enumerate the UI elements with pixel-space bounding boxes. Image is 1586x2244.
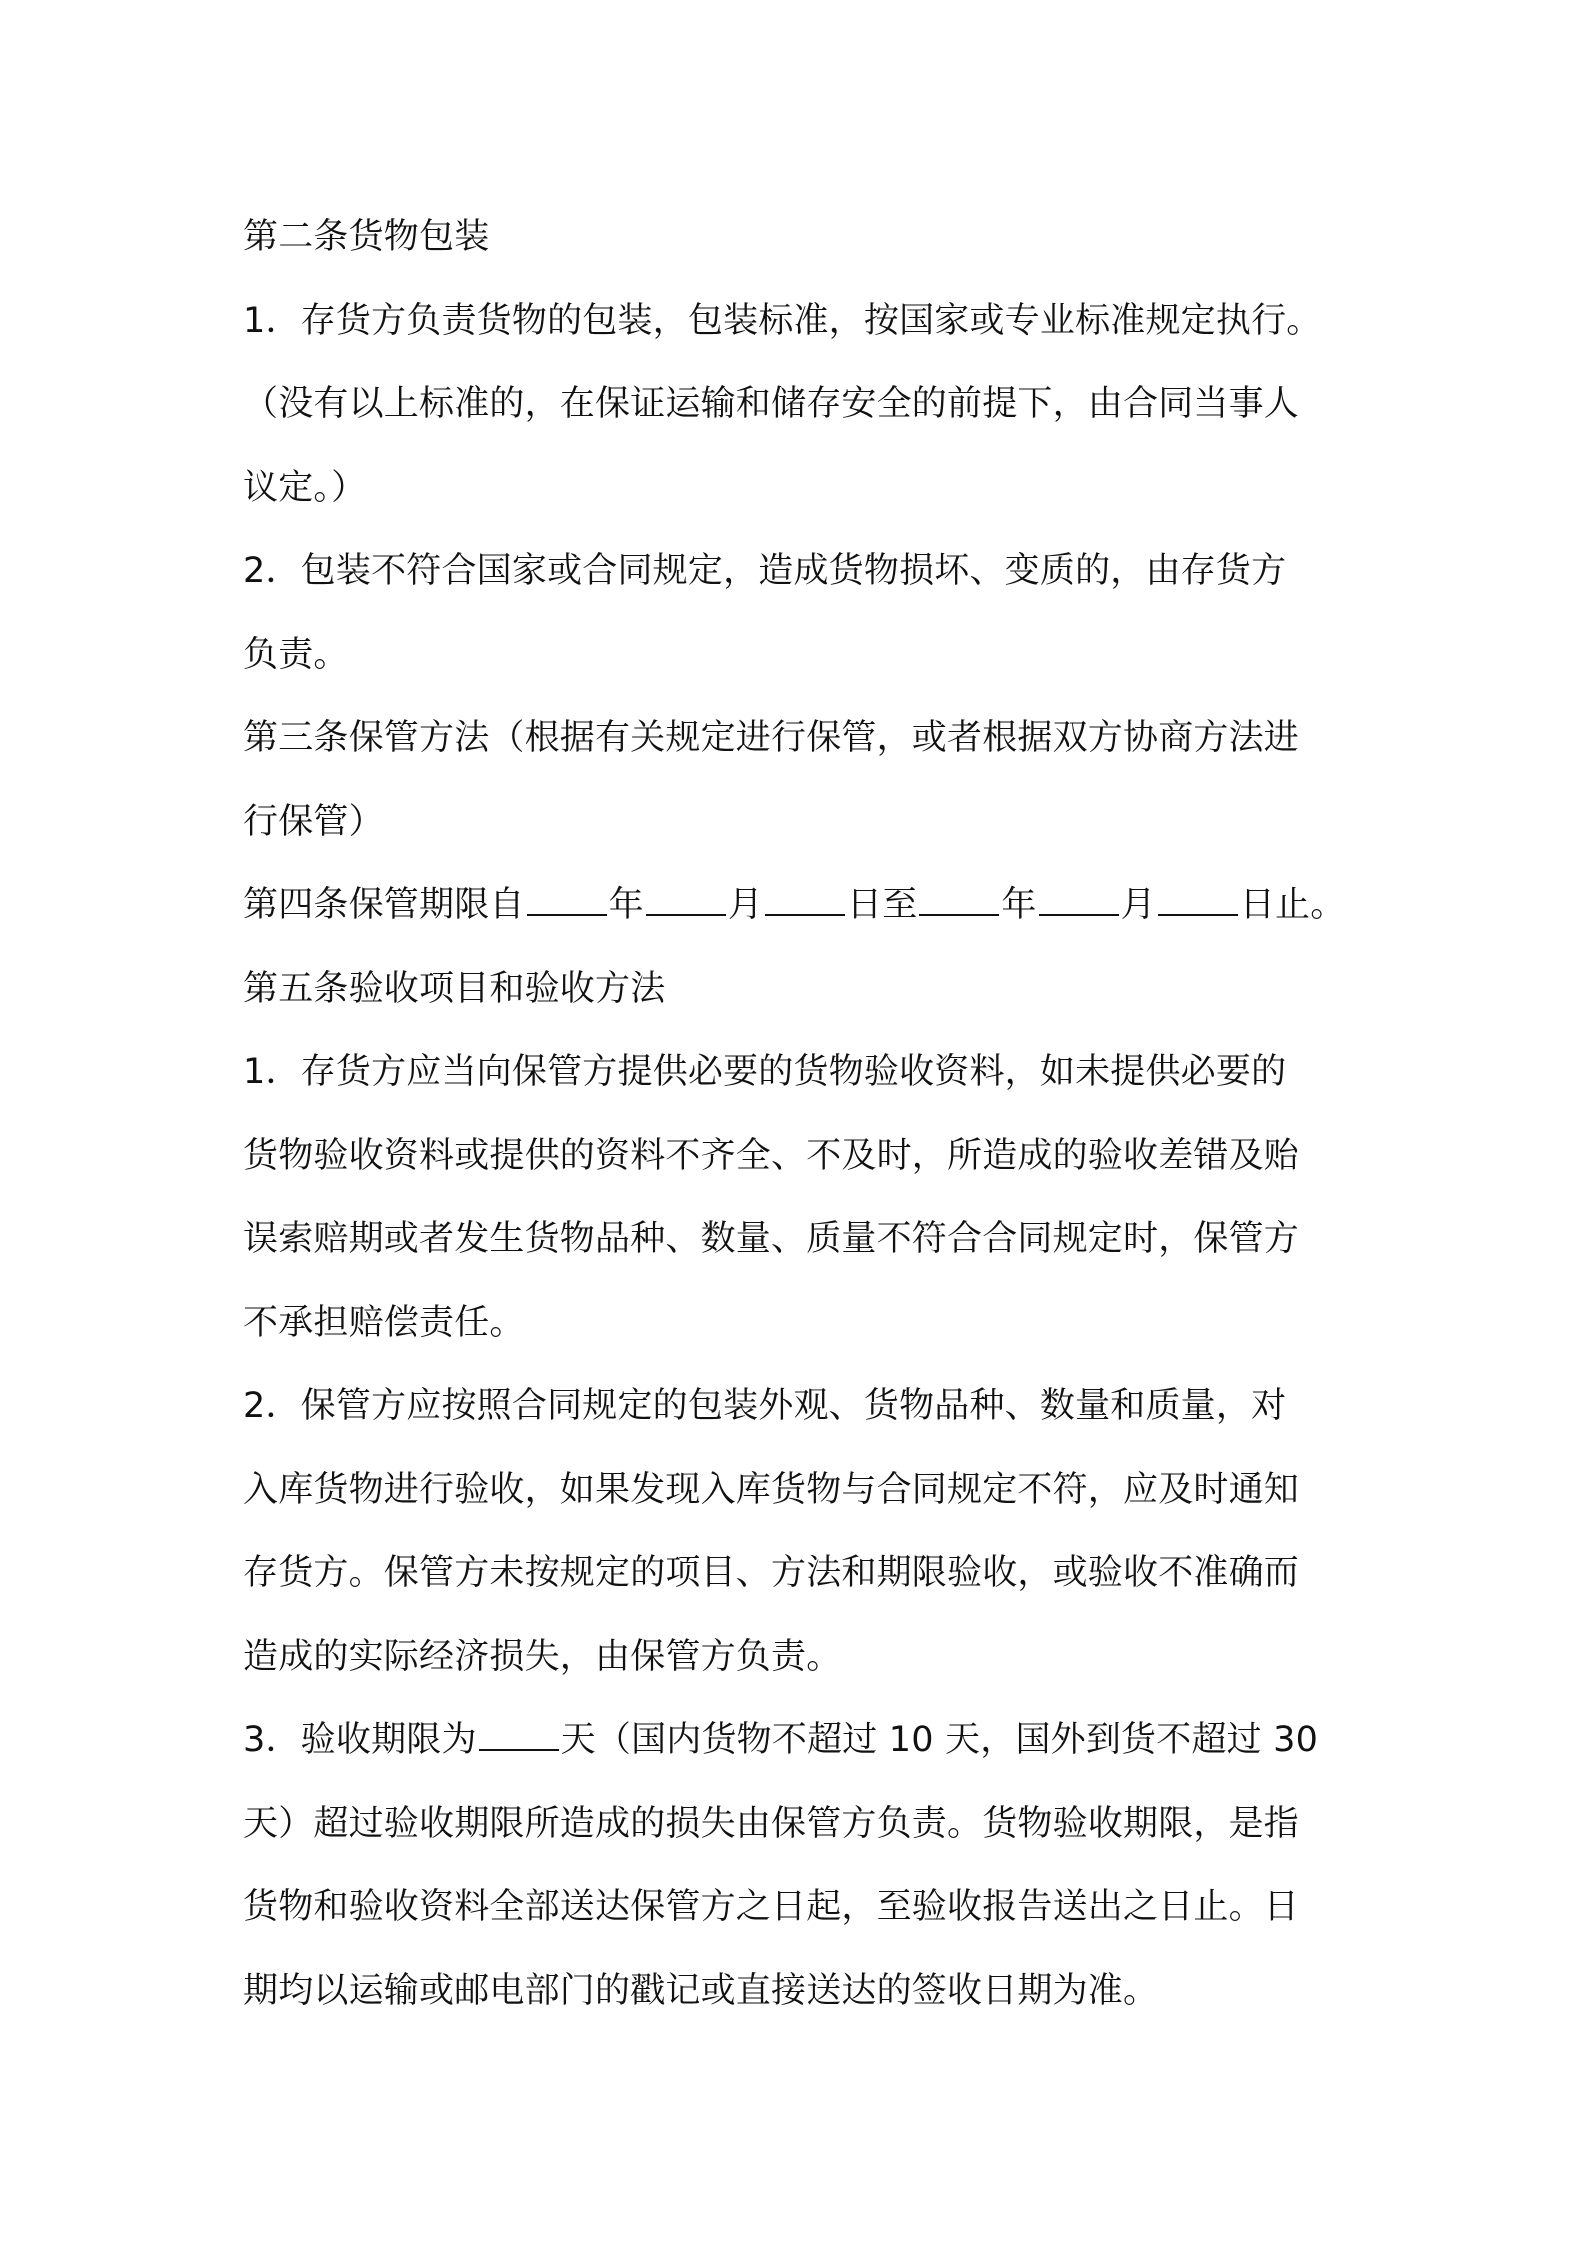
article-2-clause-1-line-1: 1．存货方负责货物的包装，包装标准，按国家或专业标准规定执行。 <box>243 300 1322 341</box>
term-month-1: 月 <box>727 885 764 925</box>
term-year-1: 年 <box>608 885 644 925</box>
article-2-clause-1-line-3: 议定。） <box>243 467 367 508</box>
article-3-line-2: 行保管） <box>243 801 384 842</box>
inspection-prefix: 3．验收期限为 <box>243 1720 477 1760</box>
article-5-clause-3-line-3: 货物和验收资料全部送达保管方之日起，至验收报告送出之日止。日 <box>243 1887 1300 1927</box>
start-year-blank <box>527 882 607 916</box>
inspection-suffix: 天（国内货物不超过 10 天，国外到货不超过 30 <box>560 1720 1319 1760</box>
inspection-days-blank <box>479 1717 559 1751</box>
start-day-blank <box>765 882 845 916</box>
article-5-title: 第五条验收项目和验收方法 <box>243 968 666 1009</box>
article-3-line-1: 第三条保管方法（根据有关规定进行保管，或者根据双方协商方法进 <box>243 718 1300 758</box>
article-4-term-line <box>243 864 1363 948</box>
article-5-clause-1-line-1: 1．存货方应当向保管方提供必要的货物验收资料，如未提供必要的 <box>243 1052 1287 1092</box>
article-5-clause-2-line-2: 入库货物进行验收，如果发现入库货物与合同规定不符，应及时通知 <box>243 1469 1300 1510</box>
article-5-clause-3-line-4: 期均以运输或邮电部门的戳记或直接送达的签收日期为准。 <box>243 1970 1159 2011</box>
term-year-2: 年 <box>1001 885 1037 925</box>
article-2-clause-1-line-2: （没有以上标准的，在保证运输和储存安全的前提下，由合同当事人 <box>243 384 1300 424</box>
term-day-1: 日至 <box>847 885 918 925</box>
article-5-clause-1-line-4: 不承担赔偿责任。 <box>243 1302 525 1343</box>
term-day-2: 日止。 <box>1239 885 1346 925</box>
article-2-clause-2-line-2: 负责。 <box>243 634 349 675</box>
article-5-clause-3-line-1 <box>243 1699 1363 1783</box>
article-5-clause-2-line-3: 存货方。保管方未按规定的项目、方法和期限验收，或验收不准确而 <box>243 1553 1300 1593</box>
article-2-clause-2-line-1: 2．包装不符合国家或合同规定，造成货物损坏、变质的，由存货方 <box>243 551 1287 591</box>
article-5-clause-1-line-2: 货物验收资料或提供的资料不齐全、不及时，所造成的验收差错及贻 <box>243 1135 1300 1176</box>
term-month-2: 月 <box>1120 885 1156 925</box>
article-5-clause-1-line-3: 误索赔期或者发生货物品种、数量、质量不符合合同规定时，保管方 <box>243 1219 1300 1259</box>
end-year-blank <box>919 882 999 916</box>
end-day-blank <box>1158 882 1238 916</box>
start-month-blank <box>646 882 726 916</box>
article-5-clause-2-line-4: 造成的实际经济损失，由保管方负责。 <box>243 1636 842 1677</box>
article-5-clause-2-line-1: 2．保管方应按照合同规定的包装外观、货物品种、数量和质量，对 <box>243 1386 1287 1426</box>
article-2-title: 第二条货物包装 <box>243 217 490 257</box>
term-prefix: 第四条保管期限自 <box>243 885 525 925</box>
article-5-clause-3-line-2: 天）超过验收期限所造成的损失由保管方负责。货物验收期限，是指 <box>243 1803 1300 1844</box>
end-month-blank <box>1039 882 1119 916</box>
document-body <box>243 196 1363 2033</box>
